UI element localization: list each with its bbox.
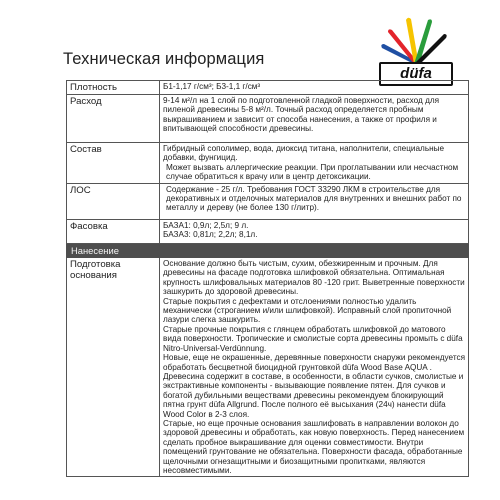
table-row <box>67 143 469 184</box>
section-header-row <box>67 243 469 257</box>
table-row <box>67 219 469 243</box>
prep-paragraph: Старые покрытия с дефектами и отслоениями полностью удалить механически (строганием и/или шлифовкой). Исправный слой пропиточной лазури слегка зашкурить. <box>163 296 452 325</box>
row-value: Б1-1,17 г/см³; Б3-1,1 г/см³ <box>160 81 469 95</box>
table-row <box>67 183 469 219</box>
logo-wordmark: düfa <box>379 62 453 86</box>
warning-text: Может вызвать аллергические реакции. При проглатывании или несчастном случае обратиться к врачу или в центр детоксикации. <box>166 162 459 182</box>
section-header: Нанесение <box>67 243 469 257</box>
row-label: Состав <box>67 143 160 184</box>
package-base1: БАЗА1: 0,9л; 2,5л; 9 л. <box>163 220 249 230</box>
table-row <box>67 258 469 477</box>
table-row <box>67 95 469 143</box>
row-label: ЛОС <box>67 183 160 219</box>
row-value: 9-14 м²/л на 1 слой по подготовленной гладкой поверхности, расход для пиленой древесины 5-8 м²/л. Точный расход определяется пробным выкрашиванием и зависит от способа нанесения, а также от профиля и впитывающей способности древесины. <box>160 95 469 143</box>
row-value <box>160 258 469 477</box>
specification-table <box>66 80 469 477</box>
row-label: Плотность <box>67 81 160 95</box>
row-label: Фасовка <box>67 219 160 243</box>
table-row <box>67 81 469 95</box>
prep-paragraph: Новые, еще не окрашенные, деревянные поверхности снаружи рекомендуется обработать бесцветной биоцидной грунтовкой düfa Wood Base AQUA . <box>163 353 466 372</box>
prep-paragraph: Основание должно быть чистым, сухим, обезжиренным и прочным. Для древесины на фасаде подготовка шлифовкой обязательна. Оптимальная крупность шлифовальных материалов 80 -120 грит. Выветренные поверхности зашкурить до здоровой древесины. <box>163 259 465 297</box>
page-title: Техническая информация <box>63 50 265 68</box>
package-base3: БАЗА3: 0,81л; 2,2л; 8,1л. <box>163 230 258 240</box>
row-label: Расход <box>67 95 160 143</box>
brush-stroke-icon <box>376 14 452 68</box>
prep-paragraph: Старые, но еще прочные основания зашлифовать в направлении волокон до здоровой древесины и обработать, как новую поверхность. Перед нанесением сделать пробное выкрашивание для оценки совместимости. Внутри помещений грунтование не обязательна. Поверхности фасада, обработанные щелочными огнезащитными и биозащитными пропитками, являются несовместимыми. <box>163 418 465 475</box>
row-value <box>160 219 469 243</box>
composition-text: Гибридный сополимер, вода, диоксид титана, наполнители, специальные добавки, фунгицид. <box>163 144 445 163</box>
row-value: Содержание - 25 г/л. Требования ГОСТ 33290 ЛКМ в строительстве для декоративных и отделочных материалов для внутренних и внешних работ по металлу и дереву (не более 130 г/литр). <box>160 183 469 219</box>
row-value <box>160 143 469 184</box>
row-label: Подготовка основания <box>67 258 160 477</box>
prep-paragraph: Старые прочные покрытия с глянцем обработать шлифовкой до матового вида поверхности. Тропические и смолистые сорта древесины промыть с düfa Nitro-Universal-Verdünnung. <box>163 324 463 353</box>
prep-paragraph: Древесина содержит в составе, в особенности, в области сучков, смолистые и экстрактивные компоненты - вызывающие появление пятен. Для сучков и богатой дубильными веществами древесины рекомендуем блокирующий пятна грунт düfa Allgrund. После полного её высыхания (24ч) нанести düfa Wood Color в 2-3 слоя. <box>163 371 464 419</box>
dufa-logo <box>376 14 452 82</box>
